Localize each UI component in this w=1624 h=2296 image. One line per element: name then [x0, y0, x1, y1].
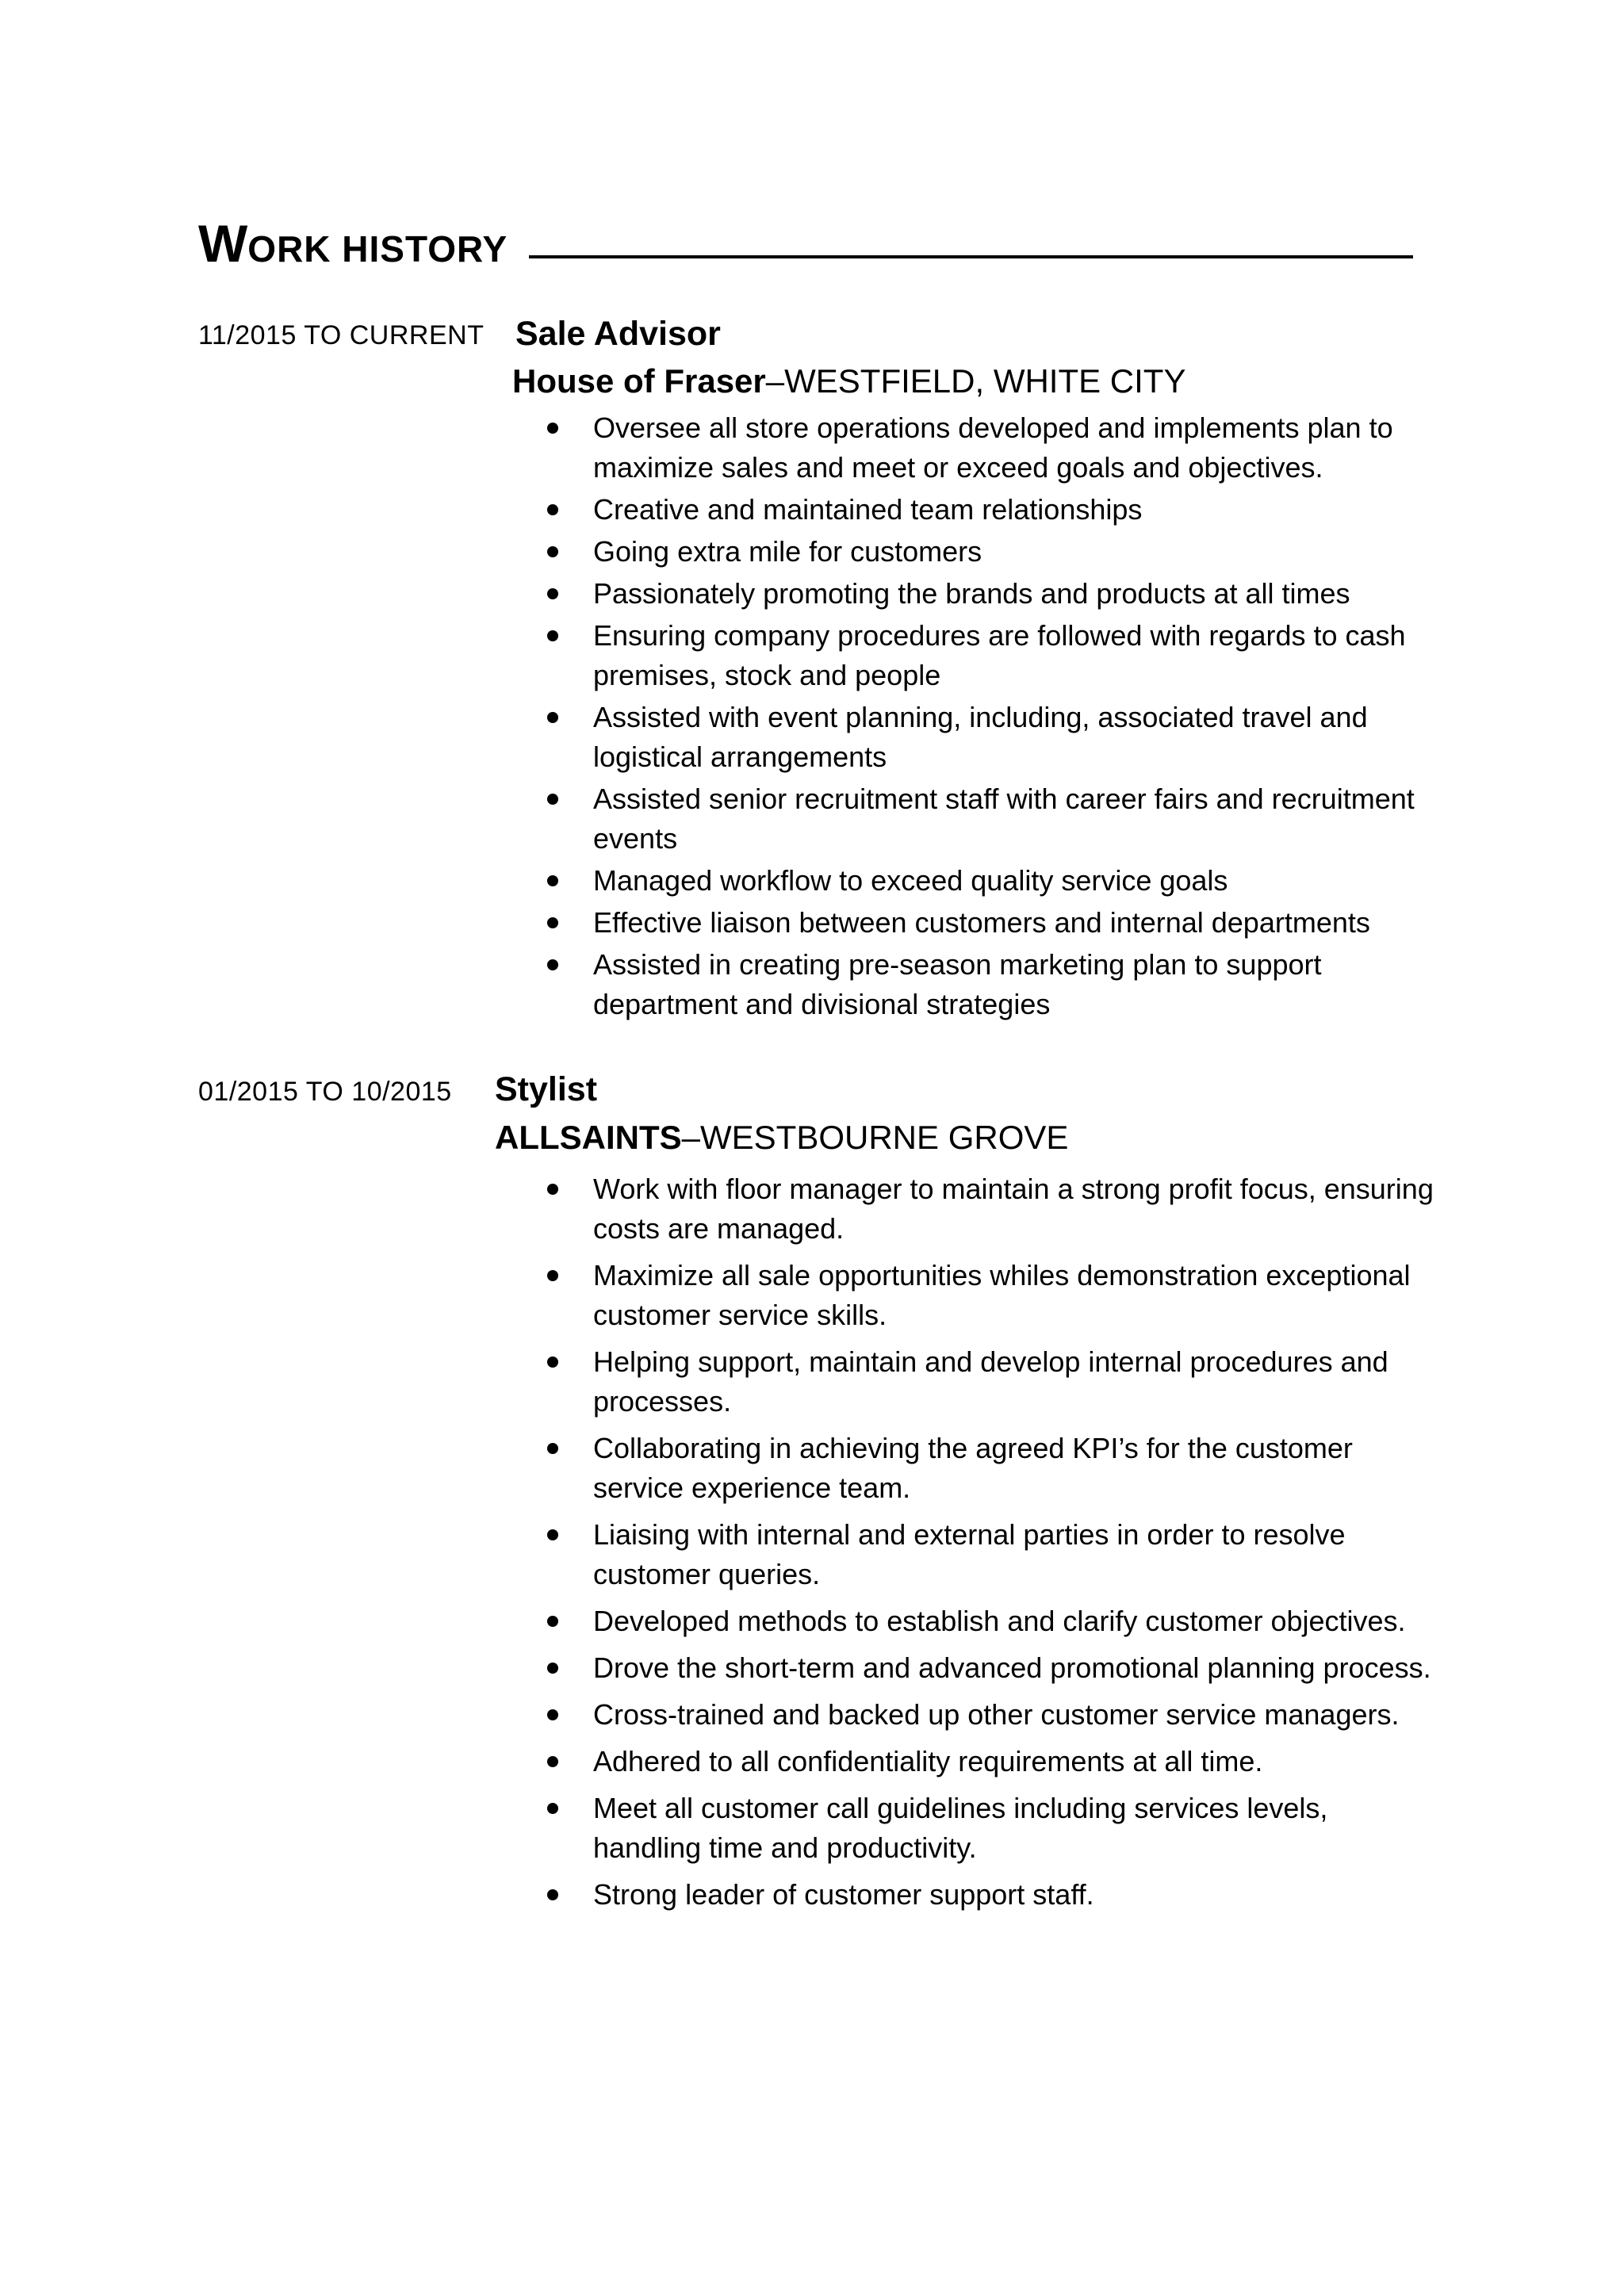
list-item: Collaborating in achieving the agreed KPI’s for the customer service experience team.: [547, 1429, 1443, 1508]
job-employer: [512, 362, 1186, 400]
list-item: Drove the short-term and advanced promotional planning process.: [547, 1648, 1443, 1688]
duties-list: [547, 408, 1443, 1027]
list-item: Developed methods to establish and clarify customer objectives.: [547, 1601, 1443, 1641]
section-title: [198, 198, 508, 273]
list-item: Assisted senior recruitment staff with career fairs and recruitment events: [547, 779, 1443, 859]
list-item: Assisted in creating pre-season marketing plan to support department and divisional strategies: [547, 945, 1443, 1024]
list-item: Cross-trained and backed up other customer service managers.: [547, 1695, 1443, 1735]
bullet-icon: [547, 1663, 558, 1674]
list-item: Ensuring company procedures are followed with regards to cash premises, stock and people: [547, 616, 1443, 695]
bullet-icon: [547, 1709, 558, 1720]
list-item: Creative and maintained team relationships: [547, 490, 1443, 530]
bullet-icon: [547, 917, 558, 928]
bullet-icon: [547, 1357, 558, 1368]
bullet-icon: [547, 588, 558, 599]
job-title: Stylist: [495, 1070, 598, 1108]
bullet-icon: [547, 1529, 558, 1540]
bullet-icon: [547, 1443, 558, 1454]
bullet-icon: [547, 1889, 558, 1900]
employer-location: –WESTBOURNE GROVE: [681, 1119, 1069, 1156]
duties-list: [547, 1169, 1443, 1922]
bullet-icon: [547, 546, 558, 557]
bullet-icon: [547, 712, 558, 723]
employer-location: –WESTFIELD, WHITE CITY: [765, 362, 1186, 400]
list-item: Helping support, maintain and develop internal procedures and processes.: [547, 1342, 1443, 1422]
bullet-icon: [547, 630, 558, 641]
employer-name: ALLSAINTS: [495, 1119, 682, 1156]
list-item: Work with floor manager to maintain a strong profit focus, ensuring costs are managed.: [547, 1169, 1443, 1249]
list-item: Managed workflow to exceed quality service goals: [547, 861, 1443, 901]
section-title-rest: ORK HISTORY: [247, 228, 508, 270]
bullet-icon: [547, 1803, 558, 1814]
section-title-initial: W: [198, 214, 248, 273]
list-item: Passionately promoting the brands and products at all times: [547, 574, 1443, 614]
job-title: Sale Advisor: [515, 315, 721, 353]
list-item: Effective liaison between customers and internal departments: [547, 903, 1443, 943]
bullet-icon: [547, 1184, 558, 1195]
list-item: Maximize all sale opportunities whiles demonstration exceptional customer service skills.: [547, 1256, 1443, 1335]
section-title-underline: [529, 255, 1413, 258]
list-item: Assisted with event planning, including, associated travel and logistical arrangements: [547, 698, 1443, 777]
job-date: 01/2015 TO 10/2015: [198, 1077, 452, 1107]
bullet-icon: [547, 959, 558, 970]
bullet-icon: [547, 1616, 558, 1627]
list-item: Strong leader of customer support staff.: [547, 1875, 1443, 1915]
list-item: Oversee all store operations developed and implements plan to maximize sales and meet or exceed goals and objectives.: [547, 408, 1443, 488]
list-item: Meet all customer call guidelines including services levels, handling time and productivity.: [547, 1789, 1443, 1868]
employer-name: House of Fraser: [512, 362, 766, 400]
bullet-icon: [547, 423, 558, 434]
job-employer: [495, 1121, 1068, 1154]
bullet-icon: [547, 504, 558, 515]
list-item: Liaising with internal and external parties in order to resolve customer queries.: [547, 1515, 1443, 1594]
bullet-icon: [547, 875, 558, 886]
bullet-icon: [547, 1270, 558, 1281]
job-date: 11/2015 TO CURRENT: [198, 320, 485, 350]
bullet-icon: [547, 1756, 558, 1767]
list-item: Adhered to all confidentiality requirements at all time.: [547, 1742, 1443, 1781]
bullet-icon: [547, 794, 558, 805]
list-item: Going extra mile for customers: [547, 532, 1443, 572]
